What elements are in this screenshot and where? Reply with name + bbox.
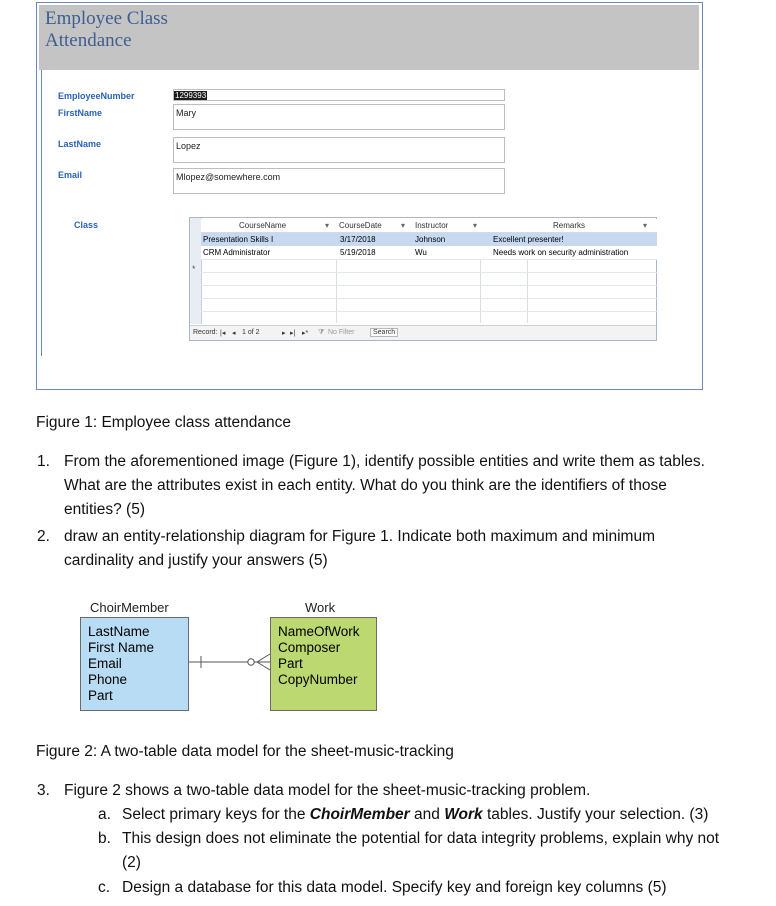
- new-record-icon[interactable]: ▸*: [302, 330, 309, 337]
- q3b-text: [122, 827, 772, 875]
- column-dropdown-icon[interactable]: ▾: [325, 221, 330, 230]
- q3b-marker: b.: [98, 830, 111, 847]
- last-name-value: Lopez: [176, 141, 201, 151]
- choirmember-entity: [80, 617, 189, 711]
- q3-text: Figure 2 shows a two-table data model for the sheet-music-tracking problem.: [64, 782, 591, 799]
- figure2-caption: Figure 2: A two-table data model for the sheet-music-tracking: [36, 743, 454, 760]
- record-position[interactable]: 1 of 2: [242, 329, 260, 336]
- cell-coursedate[interactable]: 5/19/2018: [340, 248, 376, 257]
- access-form-screenshot: [36, 2, 703, 390]
- q1-line: From the aforementioned image (Figure 1), identify possible entities and write them as tables.: [64, 453, 705, 470]
- cell-remarks[interactable]: Needs work on security administration: [493, 248, 629, 257]
- first-name-value: Mary: [176, 108, 196, 118]
- table-row[interactable]: [201, 246, 657, 259]
- work-attr: Composer: [278, 640, 341, 655]
- cell-instructor[interactable]: Johnson: [415, 235, 446, 244]
- work-entity: [270, 617, 377, 711]
- email-field[interactable]: [173, 168, 505, 194]
- q3a-pre: Select primary keys for the: [122, 806, 310, 823]
- relationship-connector: [189, 645, 271, 671]
- column-dropdown-icon[interactable]: ▾: [473, 221, 478, 230]
- q1-number: 1.: [37, 453, 50, 470]
- q3a-marker: a.: [98, 806, 111, 823]
- column-header-instructor[interactable]: Instructor: [415, 221, 449, 230]
- column-header-remarks[interactable]: Remarks: [553, 221, 586, 230]
- last-name-field[interactable]: [173, 137, 505, 163]
- q3a-post: tables. Justify your selection. (3): [482, 806, 709, 823]
- employee-number-label: EmployeeNumber: [58, 91, 135, 101]
- q3c-text: Design a database for this data model. Specify key and foreign key columns (5): [122, 879, 667, 896]
- employee-number-value: 1299393: [175, 91, 207, 100]
- row-divider: [201, 298, 657, 299]
- work-attr: CopyNumber: [278, 672, 358, 687]
- cell-coursename[interactable]: CRM Administrator: [203, 248, 271, 257]
- column-header-coursename[interactable]: CourseName: [239, 221, 287, 230]
- choirmember-attr: First Name: [88, 640, 155, 655]
- q3c-marker: c.: [98, 879, 111, 896]
- optional-circle: [248, 659, 254, 665]
- q3b-line1: This design does not eliminate the potential for data integrity problems, explain why not: [122, 830, 720, 847]
- cell-coursename[interactable]: Presentation Skills I: [203, 235, 274, 244]
- form-left-border: [41, 70, 42, 356]
- record-label: Record:: [193, 329, 218, 336]
- crows-foot-upper: [257, 654, 270, 662]
- new-record-marker: *: [192, 264, 196, 274]
- choirmember-attr: LastName: [88, 624, 150, 639]
- column-dropdown-icon[interactable]: ▾: [643, 221, 648, 230]
- work-attr: NameOfWork: [278, 624, 360, 639]
- form-header: [39, 5, 699, 70]
- figure1-caption: Figure 1: Employee class attendance: [36, 414, 292, 431]
- work-attr: Part: [278, 656, 303, 671]
- email-label: Email: [58, 170, 83, 180]
- first-name-label: FirstName: [58, 108, 103, 118]
- cell-coursedate[interactable]: 3/17/2018: [340, 235, 376, 244]
- q2-number: 2.: [37, 528, 50, 545]
- crows-foot-lower: [257, 662, 270, 670]
- datasheet-header-row: [201, 219, 657, 233]
- q3a-table-work: Work: [444, 806, 483, 823]
- q3a-table-choirmember: ChoirMember: [309, 806, 410, 823]
- q1-line: entities? (5): [64, 501, 145, 518]
- column-dropdown-icon[interactable]: ▾: [401, 221, 406, 230]
- q2-text: [64, 525, 655, 573]
- row-divider: [201, 259, 657, 260]
- row-divider: [201, 311, 657, 312]
- choirmember-attr: Email: [88, 656, 122, 671]
- q3a-mid: and: [409, 806, 445, 823]
- no-filter-label[interactable]: No Filter: [328, 329, 355, 336]
- last-name-label: LastName: [58, 139, 102, 149]
- previous-record-icon[interactable]: ◂: [232, 330, 236, 337]
- first-name-field[interactable]: [173, 104, 505, 130]
- email-value: Mlopez@somewhere.com: [176, 172, 281, 182]
- q3a-text: [122, 803, 708, 827]
- choirmember-attr: Phone: [88, 672, 128, 687]
- q2-line: cardinality and justify your answers (5): [64, 552, 328, 569]
- work-title: Work: [305, 600, 336, 615]
- record-navigation-bar: [190, 325, 656, 340]
- q3-number: 3.: [37, 782, 50, 799]
- first-record-icon[interactable]: |◂: [220, 330, 226, 337]
- cell-remarks[interactable]: Excellent presenter!: [493, 235, 564, 244]
- row-divider: [201, 272, 657, 273]
- cell-instructor[interactable]: Wu: [415, 248, 427, 257]
- class-subform-datasheet[interactable]: [189, 217, 657, 341]
- q2-line: draw an entity-relationship diagram for Figure 1. Indicate both maximum and minimum: [64, 528, 655, 545]
- choirmember-attr: Part: [88, 688, 113, 703]
- q3b-line2: (2): [122, 854, 141, 871]
- row-divider: [201, 285, 657, 286]
- employee-number-field[interactable]: [173, 89, 505, 101]
- q1-text: [64, 450, 705, 522]
- column-header-coursedate[interactable]: CourseDate: [339, 221, 382, 230]
- class-label: Class: [74, 220, 99, 230]
- filter-icon[interactable]: ⧩: [318, 329, 325, 336]
- last-record-icon[interactable]: ▸|: [290, 330, 296, 337]
- form-title: Employee Class Attendance: [45, 8, 168, 51]
- table-row[interactable]: [201, 233, 657, 246]
- next-record-icon[interactable]: ▸: [282, 330, 286, 337]
- q1-line: What are the attributes exist in each entity. What do you think are the identifiers of those: [64, 477, 667, 494]
- search-box[interactable]: Search: [370, 328, 398, 337]
- choirmember-title: ChoirMember: [90, 600, 169, 615]
